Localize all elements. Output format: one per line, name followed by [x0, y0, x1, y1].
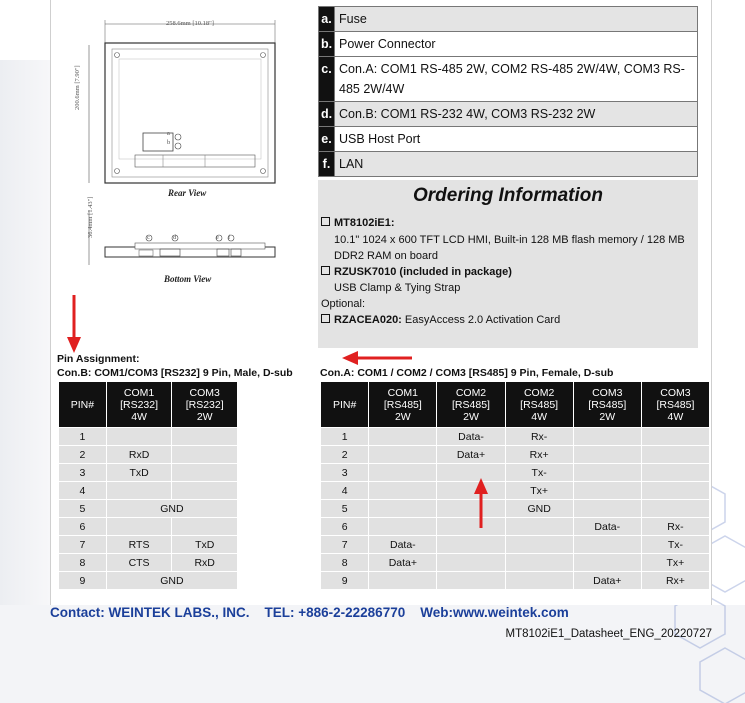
conA-cell — [369, 446, 437, 464]
connector-letter: d. — [319, 102, 335, 127]
conB-cell — [172, 464, 238, 482]
conA-cell: Data- — [573, 518, 641, 536]
conA-cell: 5 — [321, 500, 369, 518]
connector-letter: b. — [319, 32, 335, 57]
conA-cell: 8 — [321, 554, 369, 572]
conB-cell — [172, 446, 238, 464]
ordering-optional-label: Optional: — [321, 298, 366, 310]
conA-cell: Rx- — [505, 428, 573, 446]
conA-cell: Tx- — [641, 536, 709, 554]
conA-cell — [505, 572, 573, 590]
conA-cell — [437, 536, 505, 554]
table-row — [59, 500, 238, 518]
table-row — [59, 554, 238, 572]
conA-cell — [437, 482, 505, 500]
conA-cell — [437, 572, 505, 590]
conA-cell: 9 — [321, 572, 369, 590]
conA-cell — [573, 482, 641, 500]
connector-letter: a. — [319, 7, 335, 32]
conB-cell: CTS — [106, 554, 172, 572]
conA-header-cell: COM2 [RS485] 4W — [505, 382, 573, 428]
connector-letter: c. — [319, 57, 335, 102]
conA-cell — [641, 464, 709, 482]
table-row — [59, 518, 238, 536]
red-arrow-left-icon — [342, 349, 414, 367]
conA-header-cell: COM2 [RS485] 2W — [437, 382, 505, 428]
connector-legend-table — [318, 6, 698, 177]
table-row — [59, 464, 238, 482]
conB-header-cell: PIN# — [59, 382, 107, 428]
conB-cell: GND — [106, 572, 237, 590]
conB-cell: 5 — [59, 500, 107, 518]
conA-cell — [369, 428, 437, 446]
conA-cell — [437, 464, 505, 482]
connector-description: USB Host Port — [335, 127, 698, 152]
checkbox-icon — [321, 217, 330, 226]
conA-cell — [641, 500, 709, 518]
connector-row — [319, 127, 698, 152]
marker-f: f — [228, 234, 231, 241]
conA-cell — [505, 518, 573, 536]
table-row — [321, 446, 710, 464]
connector-letter: e. — [319, 127, 335, 152]
marker-c: c — [147, 234, 150, 241]
document-name: MT8102iE1_Datasheet_ENG_20220727 — [505, 628, 712, 640]
table-row — [59, 536, 238, 554]
conB-cell: GND — [106, 500, 237, 518]
table-row — [321, 482, 710, 500]
conA-header-cell: COM3 [RS485] 4W — [641, 382, 709, 428]
table-row — [321, 518, 710, 536]
conA-cell: Tx+ — [505, 482, 573, 500]
conA-header-cell: COM1 [RS485] 2W — [369, 382, 437, 428]
table-row — [59, 446, 238, 464]
conB-cell: 8 — [59, 554, 107, 572]
connector-row — [319, 152, 698, 177]
conA-cell: Data+ — [573, 572, 641, 590]
conB-cell: 3 — [59, 464, 107, 482]
conB-cell: 4 — [59, 482, 107, 500]
conA-cell: 1 — [321, 428, 369, 446]
bottom-view-caption: Bottom View — [164, 274, 212, 284]
pin-assignment-heading: Pin Assignment: — [57, 353, 140, 365]
conA-cell — [573, 428, 641, 446]
connector-row — [319, 57, 698, 102]
conB-cell: 2 — [59, 446, 107, 464]
ordering-item-2: RZUSK7010 (included in package) — [321, 264, 512, 280]
conB-header-cell: COM3 [RS232] 2W — [172, 382, 238, 428]
conA-title: Con.A: COM1 / COM2 / COM3 [RS485] 9 Pin, Female, D-sub — [320, 367, 614, 379]
conB-cell — [172, 518, 238, 536]
conA-cell — [641, 482, 709, 500]
conB-pin-table — [58, 381, 238, 590]
conA-cell — [369, 464, 437, 482]
conB-cell: 7 — [59, 536, 107, 554]
conB-cell: 9 — [59, 572, 107, 590]
rear-width-dimension: 258.6mm [10.18"] — [166, 20, 214, 27]
conB-cell: TxD — [106, 464, 172, 482]
connector-description: Con.B: COM1 RS-232 4W, COM3 RS-232 2W — [335, 102, 698, 127]
conA-header-cell: PIN# — [321, 382, 369, 428]
rear-view-drawing — [75, 15, 290, 290]
connector-description: Con.A: COM1 RS-485 2W, COM2 RS-485 2W/4W, COM3 RS-485 2W/4W — [335, 57, 698, 102]
conA-cell — [573, 500, 641, 518]
connector-description: Power Connector — [335, 32, 698, 57]
table-row — [321, 572, 710, 590]
red-arrow-down-icon — [64, 293, 84, 355]
conB-cell — [106, 518, 172, 536]
connector-description: LAN — [335, 152, 698, 177]
conA-cell: 3 — [321, 464, 369, 482]
conA-cell — [437, 500, 505, 518]
ordering-item-1-desc-2: DDR2 RAM on board — [334, 250, 438, 262]
contact-line: Contact: WEINTEK LABS., INC. TEL: +886-2-22286770 Web:www.weintek.com — [50, 605, 569, 620]
conA-cell — [369, 500, 437, 518]
conB-cell: 1 — [59, 428, 107, 446]
table-row — [321, 554, 710, 572]
conA-cell: GND — [505, 500, 573, 518]
conA-pin-table — [320, 381, 710, 590]
conB-cell — [106, 428, 172, 446]
conA-cell: 4 — [321, 482, 369, 500]
conB-cell: TxD — [172, 536, 238, 554]
conA-cell: Data+ — [369, 554, 437, 572]
table-row — [321, 500, 710, 518]
table-row — [321, 536, 710, 554]
conA-cell — [641, 446, 709, 464]
conA-cell — [573, 446, 641, 464]
conA-cell — [573, 536, 641, 554]
conA-cell: Rx- — [641, 518, 709, 536]
ordering-item-3: RZACEA020: EasyAccess 2.0 Activation Card — [321, 312, 560, 328]
connector-row — [319, 102, 698, 127]
conA-cell: 6 — [321, 518, 369, 536]
bottom-height-dimension: 36.4mm [1.43"] — [87, 196, 94, 238]
conA-cell — [369, 482, 437, 500]
conA-cell: Data+ — [437, 446, 505, 464]
conB-cell: 6 — [59, 518, 107, 536]
rear-view-caption: Rear View — [168, 188, 207, 198]
conA-cell — [505, 536, 573, 554]
conB-cell: RxD — [172, 554, 238, 572]
conB-cell: RxD — [106, 446, 172, 464]
conB-title: Con.B: COM1/COM3 [RS232] 9 Pin, Male, D-sub — [57, 367, 293, 379]
rear-height-dimension: 200.6mm [7.90"] — [74, 65, 81, 110]
ordering-item-1-desc-1: 10.1" 1024 x 600 TFT LCD HMI, Built-in 128 MB flash memory / 128 MB — [334, 234, 685, 246]
conA-cell — [437, 554, 505, 572]
marker-d: d — [173, 234, 177, 241]
conA-cell — [641, 428, 709, 446]
conA-cell — [369, 572, 437, 590]
connector-row — [319, 32, 698, 57]
conA-header-cell: COM3 [RS485] 2W — [573, 382, 641, 428]
red-arrow-up-icon — [472, 478, 490, 530]
conA-cell: Tx+ — [641, 554, 709, 572]
ordering-title: Ordering Information — [413, 185, 603, 206]
background-left-decoration — [0, 60, 50, 620]
conA-cell — [369, 518, 437, 536]
connector-description: Fuse — [335, 7, 698, 32]
conA-cell: Data- — [437, 428, 505, 446]
marker-e: e — [216, 234, 219, 241]
marker-a: a — [167, 130, 170, 137]
conB-cell — [106, 482, 172, 500]
conA-cell — [573, 464, 641, 482]
conA-cell: Data- — [369, 536, 437, 554]
table-row — [59, 482, 238, 500]
conA-cell: Tx- — [505, 464, 573, 482]
conB-header-cell: COM1 [RS232] 4W — [106, 382, 172, 428]
connector-letter: f. — [319, 152, 335, 177]
checkbox-icon — [321, 314, 330, 323]
checkbox-icon — [321, 266, 330, 275]
table-row — [59, 572, 238, 590]
conA-cell — [573, 554, 641, 572]
conB-cell: RTS — [106, 536, 172, 554]
ordering-information-box — [318, 180, 698, 348]
marker-b: b — [167, 139, 171, 146]
ordering-item-1: MT8102iE1: — [321, 215, 395, 231]
conB-cell — [172, 428, 238, 446]
conA-cell: Rx+ — [641, 572, 709, 590]
conA-cell — [437, 518, 505, 536]
table-row — [321, 428, 710, 446]
connector-row — [319, 7, 698, 32]
conB-cell — [172, 482, 238, 500]
conA-cell — [505, 554, 573, 572]
conA-cell: Rx+ — [505, 446, 573, 464]
table-row — [59, 428, 238, 446]
conA-cell: 7 — [321, 536, 369, 554]
conA-cell: 2 — [321, 446, 369, 464]
table-row — [321, 464, 710, 482]
ordering-item-2-desc: USB Clamp & Tying Strap — [334, 282, 461, 294]
